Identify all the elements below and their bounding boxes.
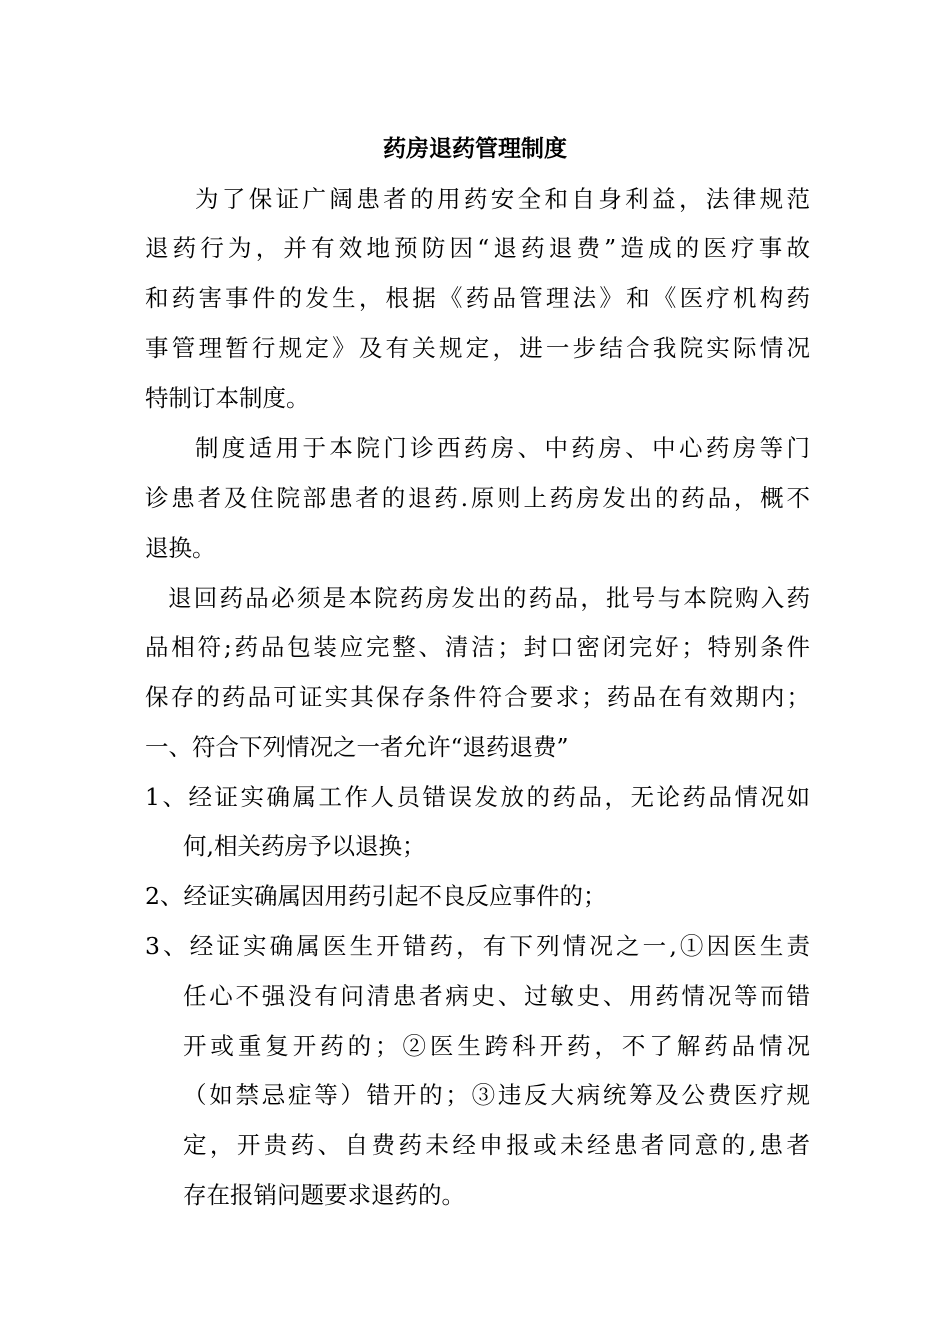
- paragraph-1-line-2: 退药行为，并有效地预防因“退药退费”造成的医疗事故: [145, 234, 810, 262]
- list-item-3-line-1: 3、经证实确属医生开错药，有下列情况之一,①因医生责: [145, 932, 810, 960]
- section-heading-1: 一、符合下列情况之一者允许“退药退费”: [145, 733, 569, 761]
- paragraph-2-line-1: 制度适用于本院门诊西药房、中药房、中心药房等门: [195, 434, 810, 462]
- paragraph-3-line-3: 保存的药品可证实其保存条件符合要求；药品在有效期内；: [145, 683, 810, 711]
- paragraph-1-line-1: 为了保证广阔患者的用药安全和自身利益，法律规范: [195, 185, 810, 213]
- list-item-1-line-2: 何,相关药房予以退换；: [183, 832, 426, 860]
- list-item-1-line-1: 1、经证实确属工作人员错误发放的药品，无论药品情况如: [145, 783, 810, 811]
- list-item-3-line-5: 定，开贵药、自费药未经申报或未经患者同意的,患者: [183, 1131, 810, 1159]
- paragraph-1-line-3: 和药害事件的发生，根据《药品管理法》和《医疗机构药: [145, 284, 810, 312]
- paragraph-2-line-3: 退换。: [145, 534, 216, 562]
- list-item-3-line-6: 存在报销问题要求退药的。: [183, 1181, 465, 1209]
- list-item-3-line-4: （如禁忌症等）错开的；③违反大病统筹及公费医疗规: [183, 1081, 810, 1109]
- paragraph-1-line-4: 事管理暂行规定》及有关规定，进一步结合我院实际情况: [145, 334, 810, 362]
- document-title: 药房退药管理制度: [383, 135, 567, 162]
- list-item-2: 2、经证实确属因用药引起不良反应事件的；: [145, 882, 607, 910]
- paragraph-3-line-2: 品相符;药品包装应完整、清洁；封口密闭完好；特别条件: [145, 633, 810, 661]
- list-item-3-line-3: 开或重复开药的；②医生跨科开药，不了解药品情况: [183, 1032, 810, 1060]
- paragraph-2-line-2: 诊患者及住院部患者的退药.原则上药房发出的药品，概不: [145, 484, 810, 512]
- paragraph-1-line-5: 特制订本制度。: [145, 384, 310, 412]
- list-item-3-line-2: 任心不强没有问清患者病史、过敏史、用药情况等而错: [183, 982, 810, 1010]
- paragraph-3-line-1: 退回药品必须是本院药房发出的药品，批号与本院购入药: [168, 584, 810, 612]
